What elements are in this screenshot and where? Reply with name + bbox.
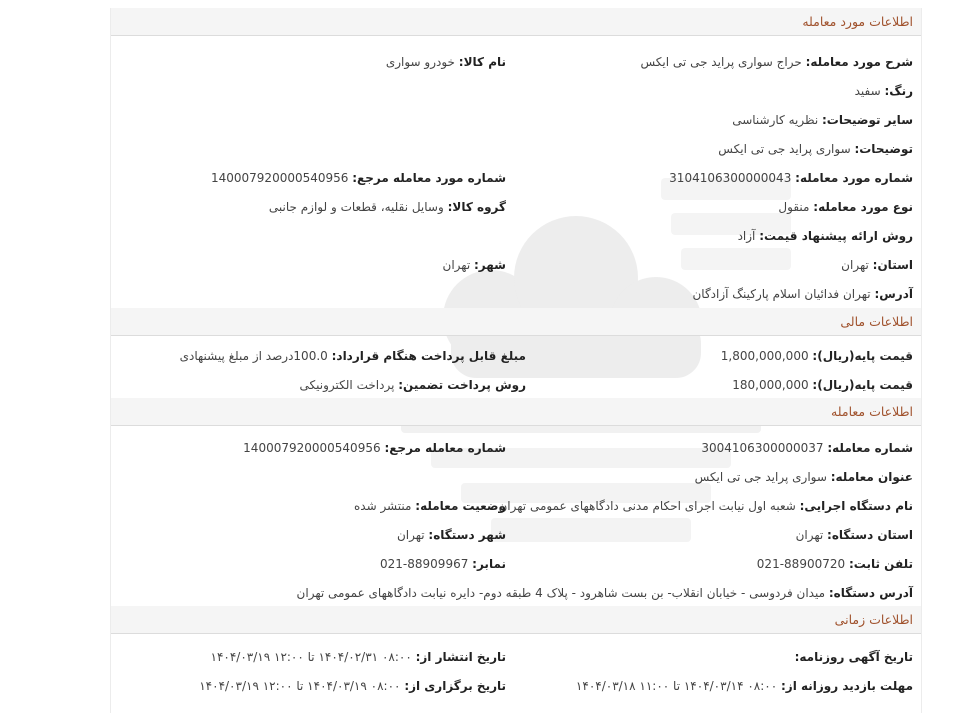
field-publish-date: تاریخ انتشار از: ۰۸:۰۰ ۱۴۰۴/۰۲/۳۱ تا ۱۲:۰۰ ۱۴۰۴/۰۳/۱۹ xyxy=(210,650,506,664)
field-item-description: شرح مورد معامله: حراج سواری پراید جی تی ایکس xyxy=(640,55,913,69)
field-item-type: نوع مورد معامله: منقول xyxy=(778,200,913,214)
field-org-city: شهر دستگاه: تهران xyxy=(396,528,506,542)
field-goods-name: نام کالا: خودرو سواری xyxy=(385,55,506,69)
field-fax: نمابر: 88909967-021 xyxy=(380,557,506,571)
section-title: اطلاعات مالی xyxy=(840,314,913,329)
section-title: اطلاعات معامله xyxy=(831,404,913,419)
field-org-address: آدرس دستگاه: میدان فردوسی - خیابان انقلاب- بن بست شاهرود - پلاک 4 طبقه دوم- دایره نیابت دادگاههای عمومی تهران xyxy=(296,586,913,600)
field-goods-group: گروه کالا: وسایل نقلیه، قطعات و لوازم جانبی xyxy=(268,200,506,214)
deal-details-panel xyxy=(110,8,922,713)
section-header-item xyxy=(111,8,921,36)
field-guarantee-method: روش پرداخت تضمین: پرداخت الکترونیکی xyxy=(299,378,526,392)
field-base-price-1: قیمت پایه(ریال): 1,800,000,000 xyxy=(720,349,913,363)
section-title: اطلاعات مورد معامله xyxy=(802,14,913,29)
field-hold-date: تاریخ برگزاری از: ۰۸:۰۰ ۱۴۰۴/۰۳/۱۹ تا ۱۲:۰۰ ۱۴۰۴/۰۳/۱۹ xyxy=(199,679,506,693)
field-province: استان: تهران xyxy=(841,258,913,272)
field-notes: توضیحات: سواری پراید جی تی ایکس xyxy=(718,142,913,156)
section-title: اطلاعات زمانی xyxy=(834,612,913,627)
section-header-finance xyxy=(111,308,921,336)
field-deal-status: وضعیت معامله: منتشر شده xyxy=(353,499,506,513)
field-other-notes: سایر توضیحات: نظریه کارشناسی xyxy=(732,113,913,127)
field-org-province: استان دستگاه: تهران xyxy=(795,528,913,542)
field-phone: تلفن ثابت: 88900720-021 xyxy=(756,557,913,571)
field-deal-ref-number: شماره معامله مرجع: 140007920000540956 xyxy=(243,441,506,455)
field-newspaper-date: تاریخ آگهی روزنامه: xyxy=(794,650,913,664)
field-deal-title: عنوان معامله: سواری پراید جی تی ایکس xyxy=(694,470,913,484)
section-header-time xyxy=(111,606,921,634)
field-payable-amount: مبلغ قابل پرداخت هنگام قرارداد: 100.0درصد از مبلغ پیشنهادی xyxy=(179,349,526,363)
field-city: شهر: تهران xyxy=(442,258,506,272)
field-visit-deadline: مهلت بازدید روزانه از: ۰۸:۰۰ ۱۴۰۴/۰۳/۱۴ تا ۱۱:۰۰ ۱۴۰۴/۰۳/۱۸ xyxy=(575,679,913,693)
field-color: رنگ: سفید xyxy=(854,84,913,98)
field-item-number: شماره مورد معامله: 3104106300000043 xyxy=(669,171,913,185)
field-price-method: روش ارائه پیشنهاد قیمت: آزاد xyxy=(737,229,913,243)
section-header-deal xyxy=(111,398,921,426)
field-base-price-2: قیمت پایه(ریال): 180,000,000 xyxy=(732,378,913,392)
field-executive-org: نام دستگاه اجرایی: شعبه اول نیابت اجرای احکام مدنی دادگاههای عمومی تهران xyxy=(498,499,913,513)
field-address: آدرس: تهران فدائیان اسلام پارکینگ آزادگان xyxy=(692,287,913,301)
field-deal-number: شماره معامله: 3004106300000037 xyxy=(701,441,913,455)
field-item-ref-number: شماره مورد معامله مرجع: 140007920000540956 xyxy=(210,171,506,185)
